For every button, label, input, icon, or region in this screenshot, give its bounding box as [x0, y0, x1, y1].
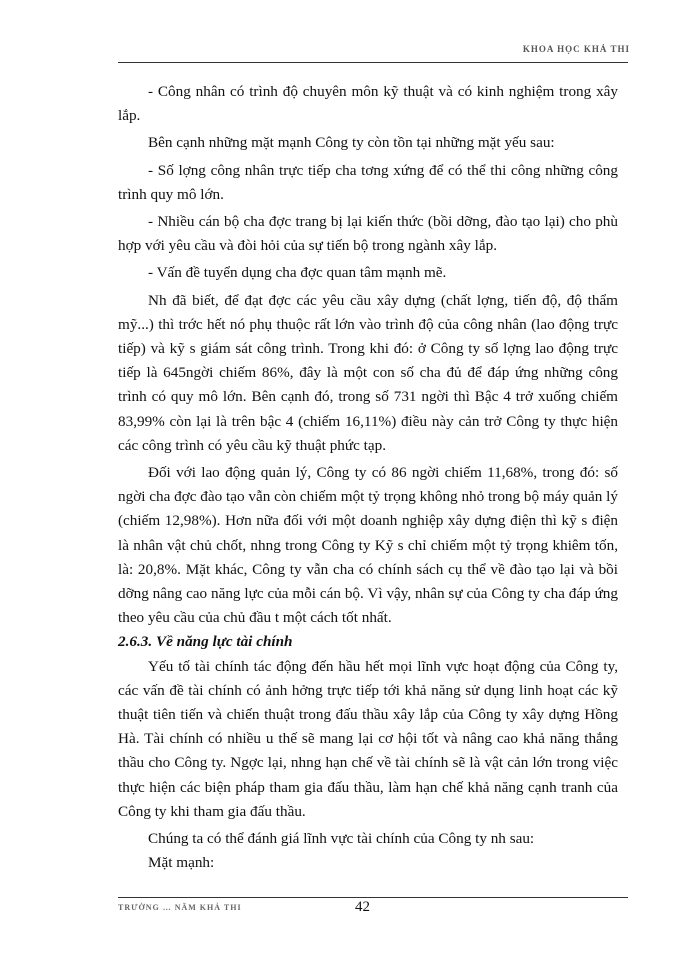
paragraph-recruitment: - Vấn đề tuyển dụng cha đợc quan tâm mạnh mẽ. — [148, 264, 447, 282]
paragraph-staff-training: - Nhiều cán bộ cha đợc trang bị lại kiến thức (bồi dỡng, đào tạo lại) cho phù hợp với yêu cầu và đòi hỏi của sự tiến bộ trong ngành xây lắp. — [118, 213, 618, 255]
footer-text: TRƯỜNG … NĂM KHẢ THI — [118, 903, 242, 912]
paragraph-labor-analysis: Nh đã biết, để đạt đợc các yêu cầu xây dựng (chất lợng, tiến độ, độ thẩm mỹ...) thì trớc hết nó phụ thuộc rất lớn vào trình độ của công nhân (lao động trực tiếp) và kỹ s giám sát công trình. Trong khi đó: ở Công ty số lợng lao động trực tiếp là 645ngời chiếm 86%, đây là một con số cha đủ để đáp ứng những công trình có quy mô lớn. Bên cạnh đó, trong số 731 ngời thì Bậc 4 trở xuống chiếm 83,99% còn lại là trên bậc 4 (chiếm 16,11%) điều này cản trở Công ty thực hiện các công trình có yêu cầu kỹ thuật phức tạp. — [118, 291, 618, 454]
footer-divider — [118, 897, 628, 898]
section-heading: 2.6.3. Về năng lực tài chính — [118, 633, 293, 651]
paragraph-strengths-label: Mặt mạnh: — [148, 854, 215, 872]
page-body — [118, 80, 618, 876]
running-header: KHOA HỌC KHẢ THI — [522, 44, 630, 54]
paragraph-weakness-intro: Bên cạnh những mặt mạnh Công ty còn tồn tại những mặt yếu sau: — [148, 134, 555, 152]
paragraph-management-labor: Đối với lao động quản lý, Công ty có 86 ngời chiếm 11,68%, trong đó: số ngời cha đợc đào tạo vẫn còn chiếm một tỷ trọng không nhỏ trong bộ máy quản lý (chiếm 12,98%). Hơn nữa đối với một doanh nghiệp xây dựng điện thì kỹ s điện là nhân vật chủ chốt, nhng trong Công ty Kỹ s chỉ chiếm một tỷ trọng khiêm tốn, là: 20,8%. Mặt khác, Công ty vẫn cha có chính sách cụ thể về đào tạo lại và bồi dỡng nâng cao năng lực của mỗi cán bộ. Vì vậy, nhân sự của Công ty cha đáp ứng theo yêu cầu của chủ đầu t một cách tốt nhất. — [118, 464, 618, 627]
paragraph-financial-factor: Yếu tố tài chính tác động đến hầu hết mọi lĩnh vực hoạt động của Công ty, các vấn đề tài chính có ảnh hởng trực tiếp tới khả năng sử dụng linh hoạt các kỹ thuật tiên tiến và chiến thuật trong đấu thầu xây lắp của Công ty xây dựng Hồng Hà. Tài chính có nhiều u thế sẽ mang lại cơ hội tốt và nâng cao khả năng thắng thầu cho Công ty. Ngợc lại, nhng hạn chế về tài chính sẽ là vật cản lớn trong việc thực hiện các biện pháp tham gia đấu thầu, làm hạn chế khả năng cạnh tranh của Công ty khi tham gia đấu thầu. — [118, 657, 618, 820]
paragraph-worker-count: - Số lợng công nhân trực tiếp cha tơng xứng để có thể thi công những công trình quy mô lớn. — [118, 161, 618, 203]
header-divider — [118, 62, 628, 63]
paragraph-financial-evaluation: Chúng ta có thể đánh giá lĩnh vực tài chính của Công ty nh sau: — [148, 830, 535, 848]
page-number: 42 — [355, 899, 370, 915]
paragraph-workers-experience: - Công nhân có trình độ chuyên môn kỹ thuật và có kinh nghiệm trong xây lắp. — [118, 83, 618, 125]
